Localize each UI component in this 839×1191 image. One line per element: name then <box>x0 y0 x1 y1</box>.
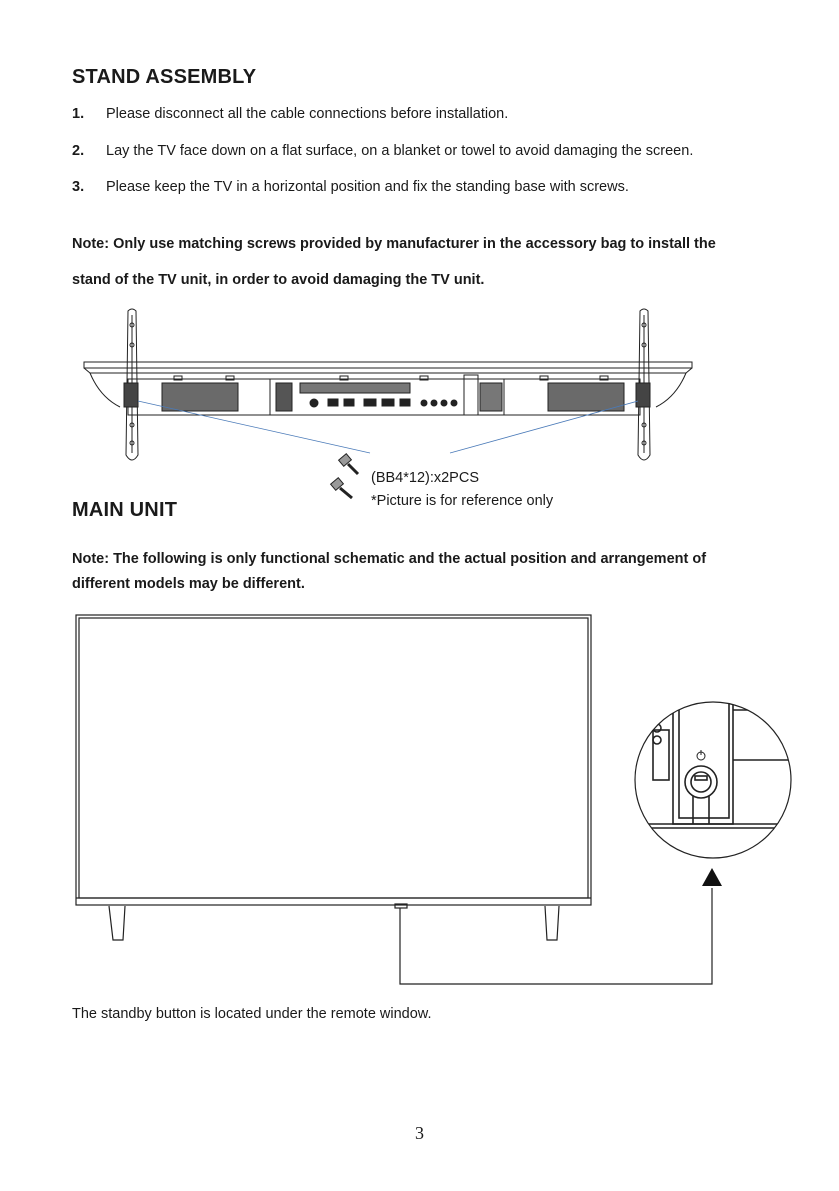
picture-reference-note: *Picture is for reference only <box>371 493 554 509</box>
main-note-line-1: Note: The following is only functional schematic and the actual position and arrangement of <box>72 551 707 567</box>
step-2-number: 2. <box>72 143 85 159</box>
standby-pointer-line <box>398 868 718 988</box>
stand-note-line-1: Note: Only use matching screws provided by manufacturer in the accessory bag to install the <box>72 236 716 252</box>
standby-button-location-text: The standby button is located under the remote window. <box>72 1006 432 1022</box>
step-2-text: Lay the TV face down on a flat surface, on a blanket or towel to avoid damaging the screen. <box>106 143 694 159</box>
page-number: 3 <box>415 1123 424 1143</box>
stand-assembly-heading: STAND ASSEMBLY <box>72 66 257 88</box>
step-1-number: 1. <box>72 106 85 122</box>
stand-note-line-2: stand of the TV unit, in order to avoid damaging the TV unit. <box>72 272 485 288</box>
step-1 <box>72 106 772 126</box>
screw-spec: (BB4*12):x2PCS <box>371 470 479 486</box>
main-note-line-2: different models may be different. <box>72 576 305 592</box>
step-3-number: 3. <box>72 179 85 195</box>
screw-icon <box>330 452 362 502</box>
tv-rear-stand-illustration <box>80 305 700 475</box>
main-unit-heading: MAIN UNIT <box>72 499 178 521</box>
standby-button-zoom-detail <box>633 700 793 860</box>
step-2 <box>72 143 772 163</box>
step-3-text: Please keep the TV in a horizontal position and fix the standing base with screws. <box>106 179 629 195</box>
step-1-text: Please disconnect all the cable connections before installation. <box>106 106 509 122</box>
step-3 <box>72 179 772 199</box>
